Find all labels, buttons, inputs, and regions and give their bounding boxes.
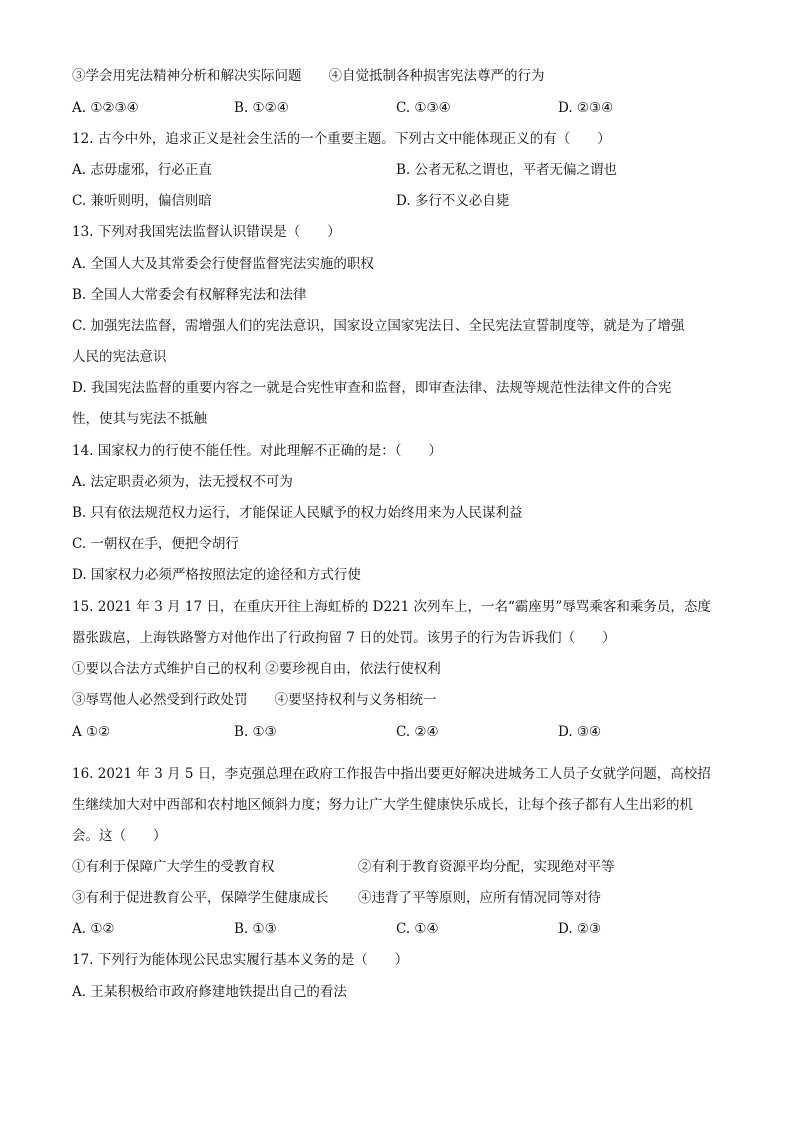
q16-option-3: ③有利于促进教育公平，保障学生健康成长: [72, 890, 329, 906]
q13-choice-b: B. 全国人大常委会有权解释宪法和法律: [72, 287, 307, 303]
q15-choices: [72, 722, 732, 742]
q11-choice-b: B. ①②④: [234, 100, 289, 116]
q12-choices-cd: [72, 191, 732, 211]
q12-choice-b: B. 公者无私之谓也，平者无偏之谓也: [396, 162, 618, 178]
q14-stem: 14. 国家权力的行使不能任性。对此理解不正确的是：（ ）: [72, 443, 443, 459]
q15-stem: 15. 2021 年 3 月 17 日，在重庆开往上海虹桥的 D221 次列车上，一名“霸座男”辱骂乘客和乘务员，态度: [72, 599, 711, 615]
q16-options-1-2: [72, 857, 732, 877]
q16-choices: [72, 919, 732, 939]
q16-option-1: ①有利于保障广大学生的受教育权: [72, 859, 275, 875]
q13-choice-c: C. 加强宪法监督，需增强人们的宪法意识，国家设立国家宪法日、全民宪法宣誓制度等，就是为了增强: [72, 318, 685, 334]
q13-choice-d-cont: 性，使其与宪法不抵触: [72, 411, 207, 427]
q16-option-4: ④违背了平等原则，应所有情况同等对待: [358, 890, 601, 906]
q16-choice-b: B. ①③: [234, 921, 277, 937]
q15-choice-b: B. ①③: [234, 724, 277, 740]
q16-stem-end: 会。这（ ）: [72, 828, 167, 844]
q13-stem: 13. 下列对我国宪法监督认识错误是（ ）: [72, 224, 341, 240]
q11-options-3-4: ③学会用宪法精神分析和解决实际问题 ④自觉抵制各种损害宪法尊严的行为: [72, 68, 545, 84]
q11-choice-a: A. ①②③④: [72, 100, 139, 116]
q16-option-2: ②有利于教育资源平均分配，实现绝对平等: [358, 859, 615, 875]
q15-stem-cont: 嚣张跋扈，上海铁路警方对他作出了行政拘留 7 日的处罚。该男子的行为告诉我们（ ）: [72, 630, 616, 646]
q11-choice-c: C. ①③④: [396, 100, 451, 116]
q11-choice-d: D. ②③④: [558, 100, 614, 116]
q11-choices: [72, 98, 732, 118]
q16-choice-c: C. ①④: [396, 921, 439, 937]
q14-choice-d: D. 国家权力必须严格按照法定的途径和方式行使: [72, 567, 361, 583]
q12-stem: 12. 古今中外，追求正义是社会生活的一个重要主题。下列古文中能体现正义的有（ ）: [72, 131, 611, 147]
q12-choice-d: D. 多行不义必自毙: [396, 193, 510, 209]
q14-choice-b: B. 只有依法规范权力运行，才能保证人民赋予的权力始终用来为人民谋利益: [72, 505, 523, 521]
q16-choice-d: D. ②③: [558, 921, 602, 937]
q15-choice-d: D. ③④: [558, 724, 602, 740]
q17-choice-a: A. 王某积极给市政府修建地铁提出自己的看法: [72, 984, 347, 1000]
q15-options-1-2: ①要以合法方式维护自己的权利 ②要珍视自由，依法行使权利: [72, 661, 441, 677]
q15-options-3-4: ③辱骂他人必然受到行政处罚 ④要坚持权利与义务相统一: [72, 692, 437, 708]
q16-options-3-4: [72, 888, 732, 908]
q15-choice-a: A ①②: [72, 724, 111, 740]
q12-choices-ab: [72, 160, 732, 180]
q12-choice-a: A. 志毋虚邪，行必正直: [72, 162, 212, 178]
q14-choice-c: C. 一朝权在手，便把令胡行: [72, 536, 239, 552]
q15-choice-c: C. ②④: [396, 724, 439, 740]
q14-choice-a: A. 法定职责必须为，法无授权不可为: [72, 474, 293, 490]
q13-choice-a: A. 全国人大及其常委会行使督监督宪法实施的职权: [72, 256, 374, 272]
q17-stem: 17. 下列行为能体现公民忠实履行基本义务的是（ ）: [72, 952, 409, 968]
q16-stem-cont: 生继续加大对中西部和农村地区倾斜力度；努力让广大学生健康快乐成长，让每个孩子都有人生出彩的机: [72, 797, 693, 813]
q13-choice-c-cont: 人民的宪法意识: [72, 349, 167, 365]
q12-choice-c: C. 兼听则明，偏信则暗: [72, 193, 212, 209]
q13-choice-d: D. 我国宪法监督的重要内容之一就是合宪性审查和监督，即审查法律、法规等规范性法律文件的合宪: [72, 380, 672, 396]
q16-choice-a: A. ①②: [72, 921, 115, 937]
q16-stem: 16. 2021 年 3 月 5 日，李克强总理在政府工作报告中指出要更好解决进城务工人员子女就学问题，高校招: [72, 766, 711, 782]
